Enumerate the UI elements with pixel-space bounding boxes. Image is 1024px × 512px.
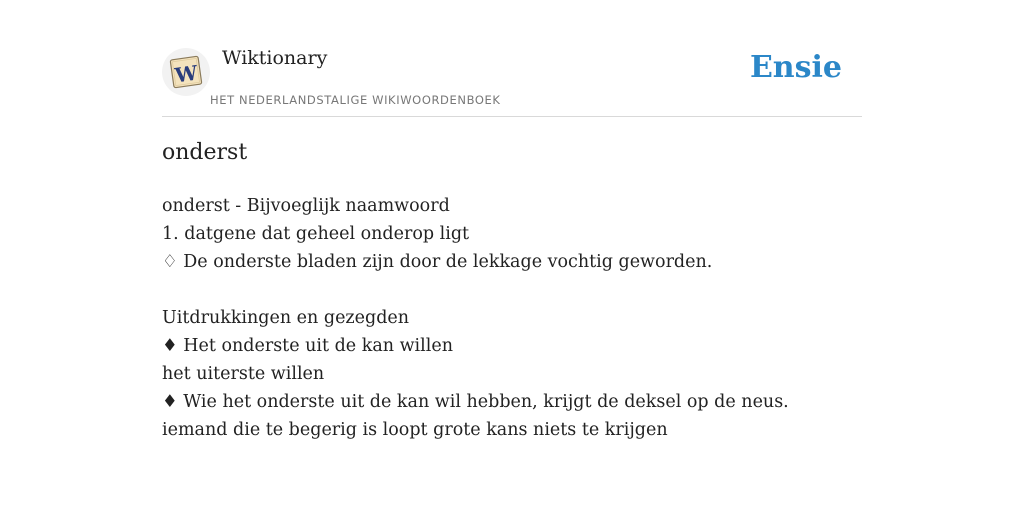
expression-meaning: het uiterste willen: [162, 364, 325, 384]
site-name[interactable]: Wiktionary: [222, 47, 328, 69]
wiktionary-logo-icon[interactable]: [162, 48, 210, 96]
site-header: [162, 44, 862, 117]
page-title: onderst: [162, 140, 248, 165]
expression-meaning: iemand die te begerig is loopt grote kans niets te krijgen: [162, 420, 668, 440]
example-sentence: ♢ De onderste bladen zijn door de lekkage vochtig geworden.: [162, 252, 713, 272]
logo-letter: W: [173, 60, 200, 88]
spacer: [162, 276, 862, 304]
ensie-brand-link[interactable]: Ensie: [749, 50, 842, 85]
site-tagline: HET NEDERLANDSTALIGE WIKIWOORDENBOEK: [210, 93, 501, 107]
expressions-heading: Uitdrukkingen en gezegden: [162, 308, 410, 328]
part-of-speech: onderst - Bijvoeglijk naamwoord: [162, 196, 450, 216]
expression-phrase: ♦ Het onderste uit de kan willen: [162, 336, 453, 356]
expression-phrase: ♦ Wie het onderste uit de kan wil hebben, krijgt de deksel op de neus.: [162, 392, 789, 412]
entry-content: [162, 192, 862, 444]
definition: 1. datgene dat geheel onderop ligt: [162, 224, 470, 244]
